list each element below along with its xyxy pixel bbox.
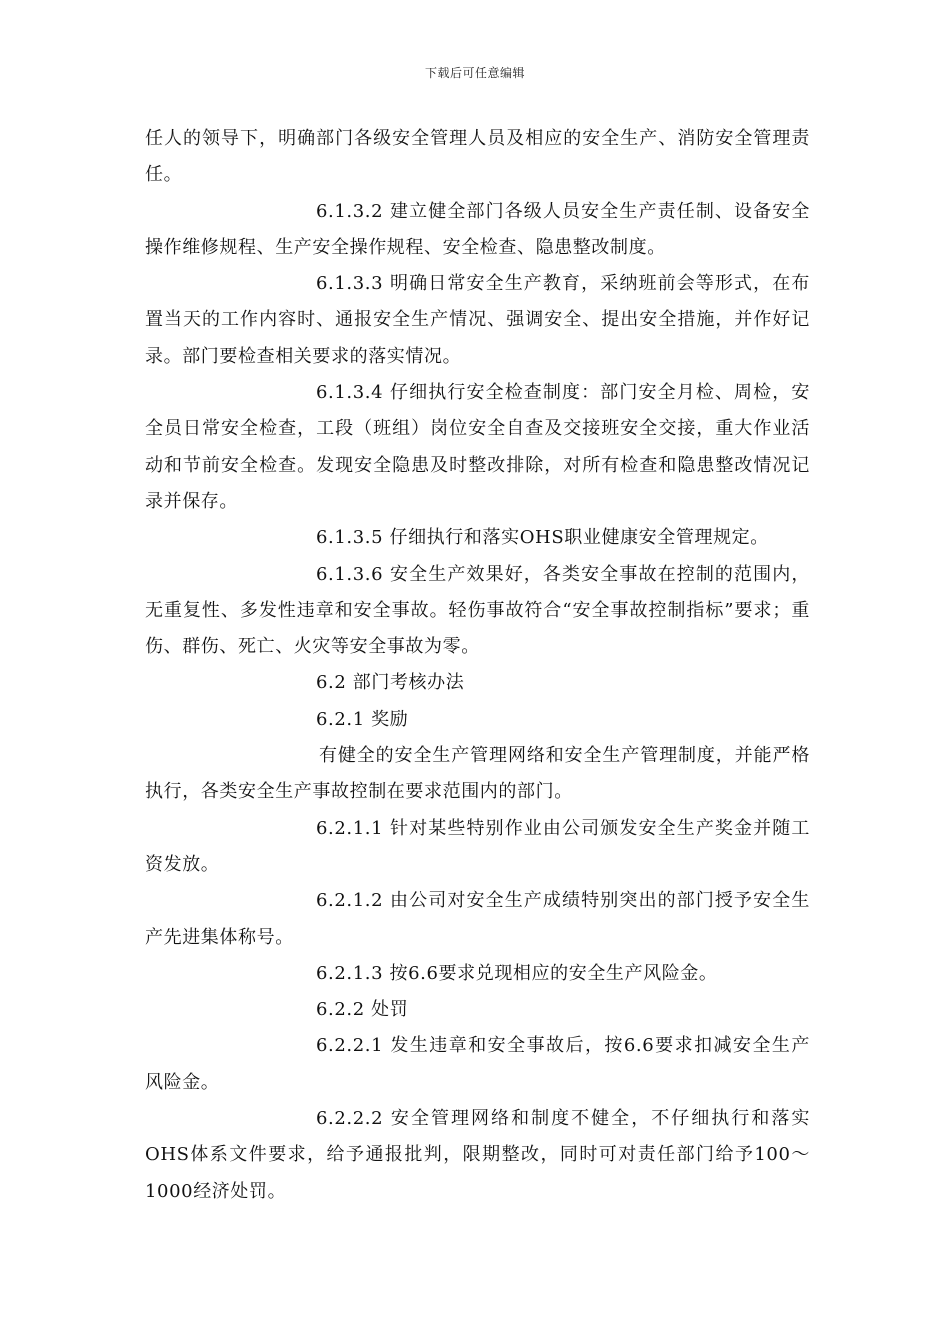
paragraph-6-2-1-3: 6.2.1.3 按6.6要求兑现相应的安全生产风险金。 (316, 962, 718, 984)
paragraph-continuation: 任人的领导下，明确部门各级安全管理人员及相应的安全生产、消防安全管理责任。 (145, 128, 810, 186)
paragraph-6-2-1-1: 6.2.1.1 针对某些特别作业由公司颁发安全生产奖金并随工资发放。 (145, 817, 810, 875)
paragraph-6-1-3-4: 6.1.3.4 仔细执行安全检查制度：部门安全月检、周检，安全员日常安全检查，工段（班组）岗位安全自查及交接班安全交接，重大作业活动和节前安全检查。发现安全隐患及时整改排除，对所有检查和隐患整改情况记录并保存。 (145, 382, 810, 512)
paragraph-6-1-3-3: 6.1.3.3 明确日常安全生产教育，采纳班前会等形式，在布置当天的工作内容时、通报安全生产情况、强调安全、提出安全措施，并作好记录。部门要检查相关要求的落实情况。 (145, 273, 810, 367)
paragraph-6-2-1-2: 6.2.1.2 由公司对安全生产成绩特别突出的部门授予安全生产先进集体称号。 (145, 890, 810, 948)
paragraph-6-2-2-1: 6.2.2.1 发生违章和安全事故后，按6.6要求扣减安全生产风险金。 (145, 1035, 810, 1093)
paragraph-6-1-3-5: 6.1.3.5 仔细执行和落实OHS职业健康安全管理规定。 (316, 527, 769, 549)
paragraph-6-1-3-6: 6.1.3.6 安全生产效果好，各类安全事故在控制的范围内，无重复性、多发性违章和安全事故。轻伤事故符合“安全事故控制指标”要求；重伤、群伤、死亡、火灾等安全事故为零。 (145, 563, 810, 658)
section-heading-6-2-2: 6.2.2 处罚 (316, 999, 409, 1021)
paragraph-reward-criteria: 有健全的安全生产管理网络和安全生产管理制度，并能严格执行，各类安全生产事故控制在要求范围内的部门。 (145, 745, 810, 803)
document-body (145, 121, 810, 1210)
section-heading-6-2-1: 6.2.1 奖励 (316, 708, 409, 730)
paragraph-6-2-2-2: 6.2.2.2 安全管理网络和制度不健全，不仔细执行和落实OHS体系文件要求，给予通报批判，限期整改，同时可对责任部门给予100～1000经济处罚。 (145, 1108, 810, 1202)
page-header: 下载后可任意编辑 (424, 66, 525, 80)
paragraph-6-1-3-2: 6.1.3.2 建立健全部门各级人员安全生产责任制、设备安全操作维修规程、生产安全操作规程、安全检查、隐患整改制度。 (145, 200, 810, 258)
section-heading-6-2: 6.2 部门考核办法 (316, 672, 465, 694)
